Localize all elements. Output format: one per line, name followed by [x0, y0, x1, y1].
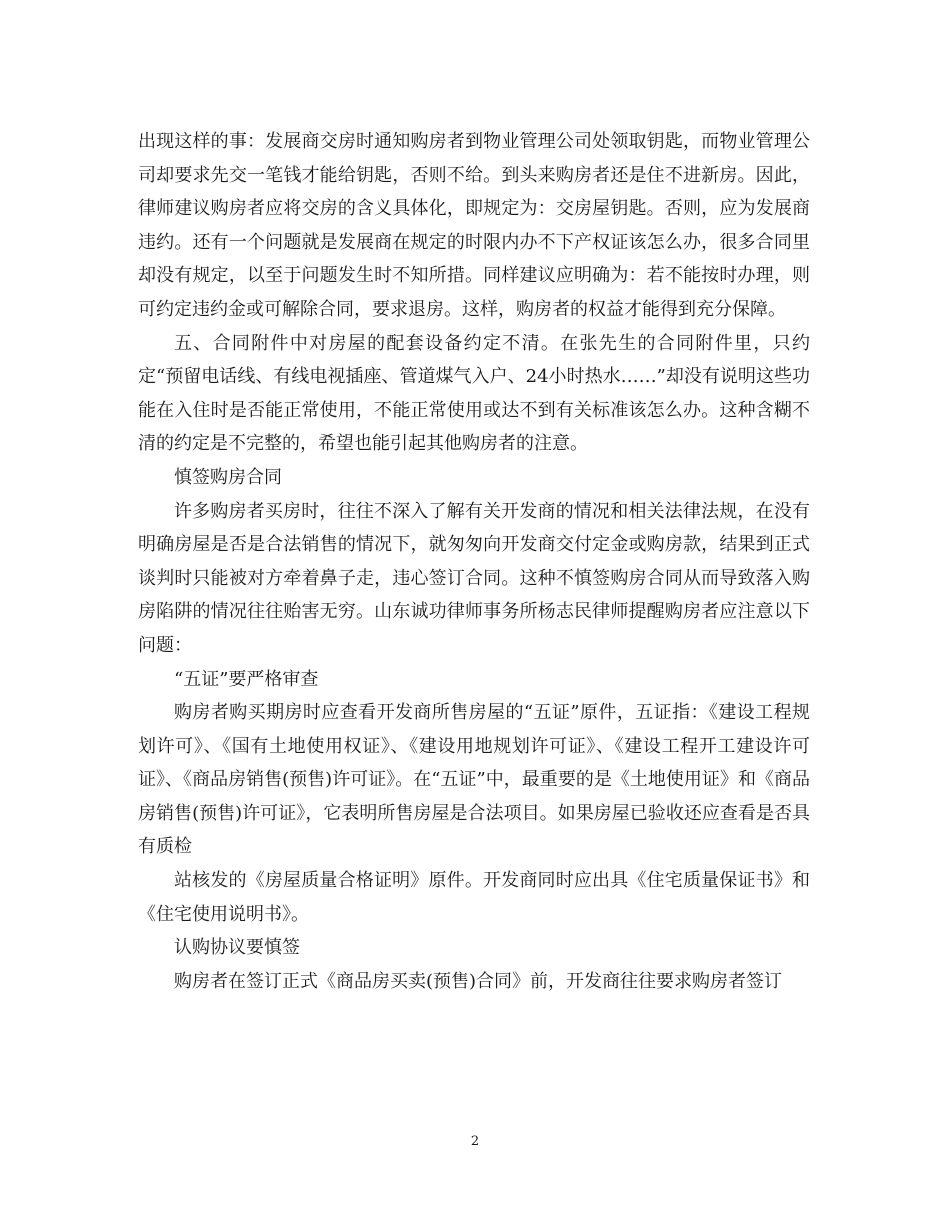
paragraph-6: 购房者在签订正式《商品房买卖(预售)合同》前，开发商往往要求购房者签订	[174, 970, 783, 992]
section-heading-subscription-agreement: 认购协议要慎签	[174, 937, 300, 959]
paragraph-4: 购房者购买期房时应查看开发商所售房屋的“五证”原件，五证指：《建设工程规划许可》、《国有土地使用权证》、《建设用地规划许可证》、《建设工程开工建设许可证》、《商品房销售(预售)许可证》。在“五证”中，最重要的是《土地使用证》和《商品房销售(预售)许可证》，它表明所售房屋是合法项目。如果房屋已验收还应查看是否具有质检	[138, 702, 810, 858]
paragraph-5: 站核发的《房屋质量合格证明》原件。开发商同时应出具《住宅质量保证书》和《住宅使用说明书》。	[138, 870, 810, 925]
paragraph-3: 许多购房者买房时，往往不深入了解有关开发商的情况和相关法律法规，在没有明确房屋是否是合法销售的情况下，就匆匆向开发商交付定金或购房款，结果到正式谈判时只能被对方牵着鼻子走，违心签订合同。这种不慎签购房合同从而导致落入购房陷阱的情况往往贻害无穷。山东诚功律师事务所杨志民律师提醒购房者应注意以下问题：	[138, 500, 810, 656]
paragraph-1: 出现这样的事：发展商交房时通知购房者到物业管理公司处领取钥匙，而物业管理公司却要求先交一笔钱才能给钥匙，否则不给。到头来购房者还是住不进新房。因此，律师建议购房者应将交房的含义具体化，即规定为：交房屋钥匙。否则，应为发展商违约。还有一个问题就是发展商在规定的时限内办不下产权证该怎么办，很多合同里却没有规定，以至于问题发生时不知所措。同样建议应明确为：若不能按时办理，则可约定违约金或可解除合同，要求退房。这样，购房者的权益才能得到充分保障。	[138, 131, 810, 320]
section-heading-careful-signing: 慎签购房合同	[174, 466, 282, 488]
section-heading-five-certificates: “五证”要严格审查	[174, 668, 319, 690]
paragraph-2: 五、合同附件中对房屋的配套设备约定不清。在张先生的合同附件里，只约定“预留电话线、有线电视插座、管道煤气入户、24小时热水……”却没有说明这些功能在入住时是否能正常使用，不能正常使用或达不到有关标准该怎么办。这种含糊不清的约定是不完整的，希望也能引起其他购房者的注意。	[138, 332, 810, 455]
page-number: 2	[470, 1134, 480, 1149]
document-body	[138, 125, 810, 998]
